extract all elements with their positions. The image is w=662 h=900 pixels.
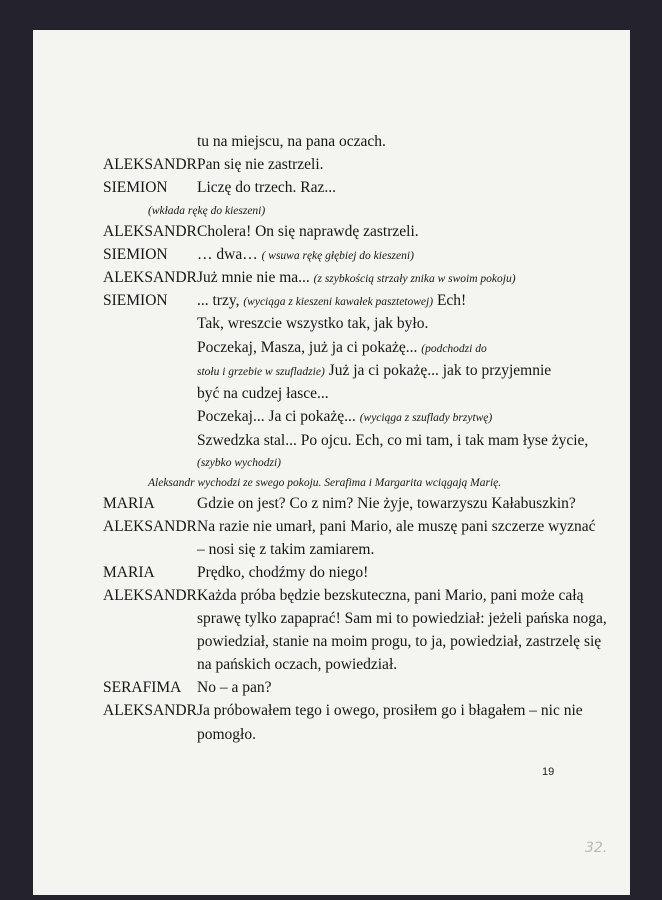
dialogue-line: Już mnie nie ma... (z szybkością strzały znika w swoim pokoju) [197,269,516,286]
speaker-name: SIEMION [103,246,168,263]
speaker-name: MARIA [103,495,155,512]
dialogue-line: Poczekaj... Ja ci pokażę... (wyciąga z szuflady brzytwę) [197,408,493,425]
speaker-name: ALEKSANDR [103,156,197,173]
dialogue-line: Ja próbowałem tego i owego, prosiłem go i błagałem – nic nie [197,702,583,719]
dialogue-line: powiedział, stanie na moim progu, to ja, powiedział, zastrzelę się [197,633,602,650]
dialogue-line: – nosi się z takim zamiarem. [197,541,375,558]
dialogue-line: Każda próba będzie bezskuteczna, pani Mario, pani może całą [197,587,584,604]
stage-direction: (wyciąga z kieszeni kawałek pasztetowej) [243,296,434,308]
stage-direction: ( wsuwa rękę głębiej do kieszeni) [261,250,414,262]
stage-direction: (wkłada rękę do kieszeni) [148,205,266,217]
page-number: 19 [542,766,555,778]
speaker-name: ALEKSANDR [103,702,197,719]
dialogue-line: Prędko, chodźmy do niego! [197,564,369,581]
stage-direction: Aleksandr wychodzi ze swego pokoju. Serafima i Margarita wciągają Marię. [148,477,502,489]
speaker-name: SIEMION [103,179,168,196]
dialogue-line: być na cudzej łasce... [197,385,329,402]
speaker-name: ALEKSANDR [103,587,197,604]
speaker-name: ALEKSANDR [103,269,197,286]
speaker-name: SERAFIMA [103,679,182,696]
speaker-name: SIEMION [103,292,168,309]
dialogue-line: stołu i grzebie w szufladzie) Już ja ci pokażę... jak to przyjemnie [197,362,552,379]
dialogue-line: na pańskich oczach, powiedział. [197,656,398,673]
dialogue-line: Szwedzka stal... Po ojcu. Ech, co mi tam, i tak mam łyse życie, [197,432,589,449]
dialogue-line: Tak, wreszcie wszystko tak, jak było. [197,315,429,332]
dialogue-line: Pan się nie zastrzeli. [197,156,324,173]
dialogue-line: pomogło. [197,726,256,743]
stage-direction: stołu i grzebie w szufladzie) [197,366,325,378]
stage-direction: (szybko wychodzi) [197,457,281,469]
speaker-name: ALEKSANDR [103,223,197,240]
script-page [33,30,630,895]
speaker-name: ALEKSANDR [103,518,197,535]
stage-direction: (wyciąga z szuflady brzytwę) [359,412,493,424]
dialogue-line: No – a pan? [197,679,272,696]
dialogue-line: … dwa… ( wsuwa rękę głębiej do kieszeni) [197,246,414,263]
dialogue-line: Cholera! On się naprawdę zastrzeli. [197,223,419,240]
dialogue-line: Liczę do trzech. Raz... [197,179,336,196]
stage-direction: (z szybkością strzały znika w swoim pokoju) [313,273,516,285]
speaker-name: MARIA [103,564,155,581]
stage-direction: (podchodzi do [421,343,487,355]
dialogue-line: Gdzie on jest? Co z nim? Nie żyje, towarzyszu Kałabuszkin? [197,495,576,512]
dialogue-line: Poczekaj, Masza, już ja ci pokażę... (podchodzi do [197,339,487,356]
dialogue-line: ... trzy, (wyciąga z kieszeni kawałek pasztetowej) Ech! [197,292,467,309]
dialogue-line: sprawę tylko zapaprać! Sam mi to powiedział: jeżeli pańska noga, [197,610,607,627]
dialogue-line: Na razie nie umarł, pani Mario, ale muszę pani szczerze wyznać [197,518,596,535]
dialogue-line: tu na miejscu, na pana oczach. [197,133,386,150]
archive-pencil-mark: 32. [585,840,608,856]
